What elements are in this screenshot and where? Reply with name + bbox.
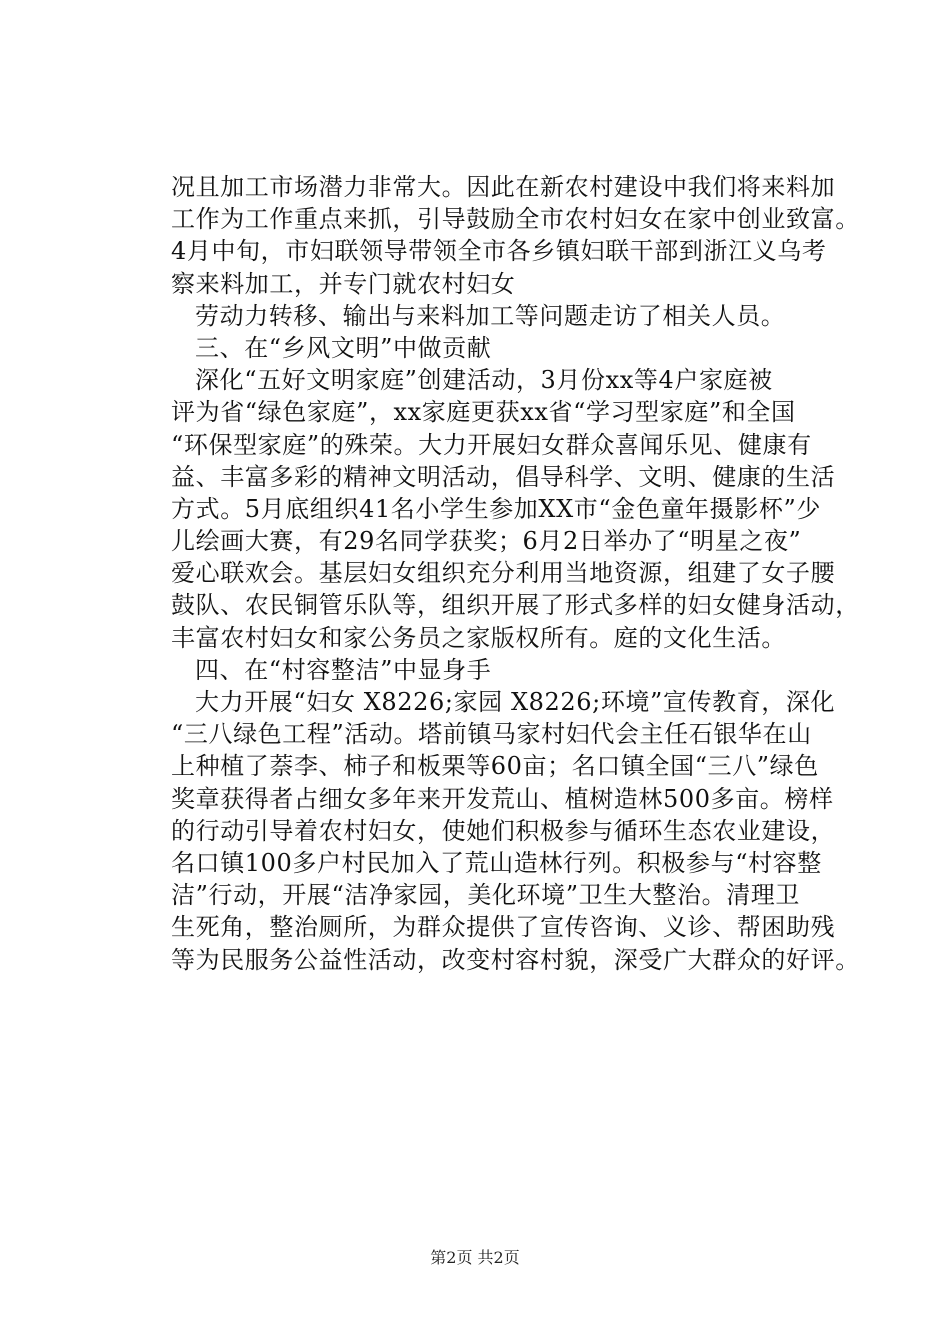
text-line: 儿绘画大赛，有29名同学获奖；6月2日举办了“明星之夜” <box>171 527 802 556</box>
text-line: 奖章获得者占细女多年来开发荒山、植树造林500多亩。榜样 <box>171 784 834 813</box>
text-line: 爱心联欢会。基层妇女组织充分利用当地资源，组建了女子腰 <box>171 559 836 588</box>
text-line: 洁”行动，开展“洁净家园，美化环境”卫生大整治。清理卫 <box>171 881 801 910</box>
text-line: “三八绿色工程”活动。塔前镇马家村妇代会主任石银华在山 <box>171 720 812 749</box>
text-line: 评为省“绿色家庭”，xx家庭更获xx省“学习型家庭”和全国 <box>171 398 796 427</box>
text-line: 的行动引导着农村妇女，使她们积极参与循环生态农业建设， <box>171 816 836 845</box>
text-line: 鼓队、农民铜管乐队等，组织开展了形式多样的妇女健身活动， <box>171 591 860 620</box>
text-line: 工作为工作重点来抓，引导鼓励全市农村妇女在家中创业致富。 <box>171 205 860 234</box>
text-line: 劳动力转移、输出与来料加工等问题走访了相关人员。 <box>195 301 786 330</box>
text-line: 4月中旬，市妇联领导带领全市各乡镇妇联干部到浙江义乌考 <box>171 237 827 266</box>
text-line: “环保型家庭”的殊荣。大力开展妇女群众喜闻乐见、健康有 <box>171 430 812 459</box>
text-line: 方式。5月底组织41名小学生参加XX市“金色童年摄影杯”少 <box>171 494 821 523</box>
text-line: 名口镇100多户村民加入了荒山造林行列。积极参与“村容整 <box>171 848 822 877</box>
section-heading: 四、在“村容整洁”中显身手 <box>195 655 492 684</box>
body-text <box>171 171 860 976</box>
text-line: 察来料加工，并专门就农村妇女 <box>171 269 516 298</box>
section-heading: 三、在“乡风文明”中做贡献 <box>195 333 492 362</box>
text-line: 生死角，整治厕所，为群众提供了宣传咨询、义诊、帮困助残 <box>171 913 836 942</box>
text-line: 况且加工市场潜力非常大。因此在新农村建设中我们将来料加 <box>171 173 836 201</box>
page-number: 第2页 共2页 <box>430 1248 520 1267</box>
text-line: 深化“五好文明家庭”创建活动，3月份xx等4户家庭被 <box>195 366 773 395</box>
text-line: 益、丰富多彩的精神文明活动，倡导科学、文明、健康的生活 <box>171 462 836 491</box>
text-line: 等为民服务公益性活动，改变村容村貌，深受广大群众的好评。 <box>171 945 860 974</box>
text-line: 丰富农村妇女和家公务员之家版权所有。庭的文化生活。 <box>171 623 786 652</box>
text-line: 上种植了萘李、柿子和板栗等60亩；名口镇全国“三八”绿色 <box>171 752 819 781</box>
text-line: 大力开展“妇女 X8226;家园 X8226;环境”宣传教育，深化 <box>195 688 836 716</box>
